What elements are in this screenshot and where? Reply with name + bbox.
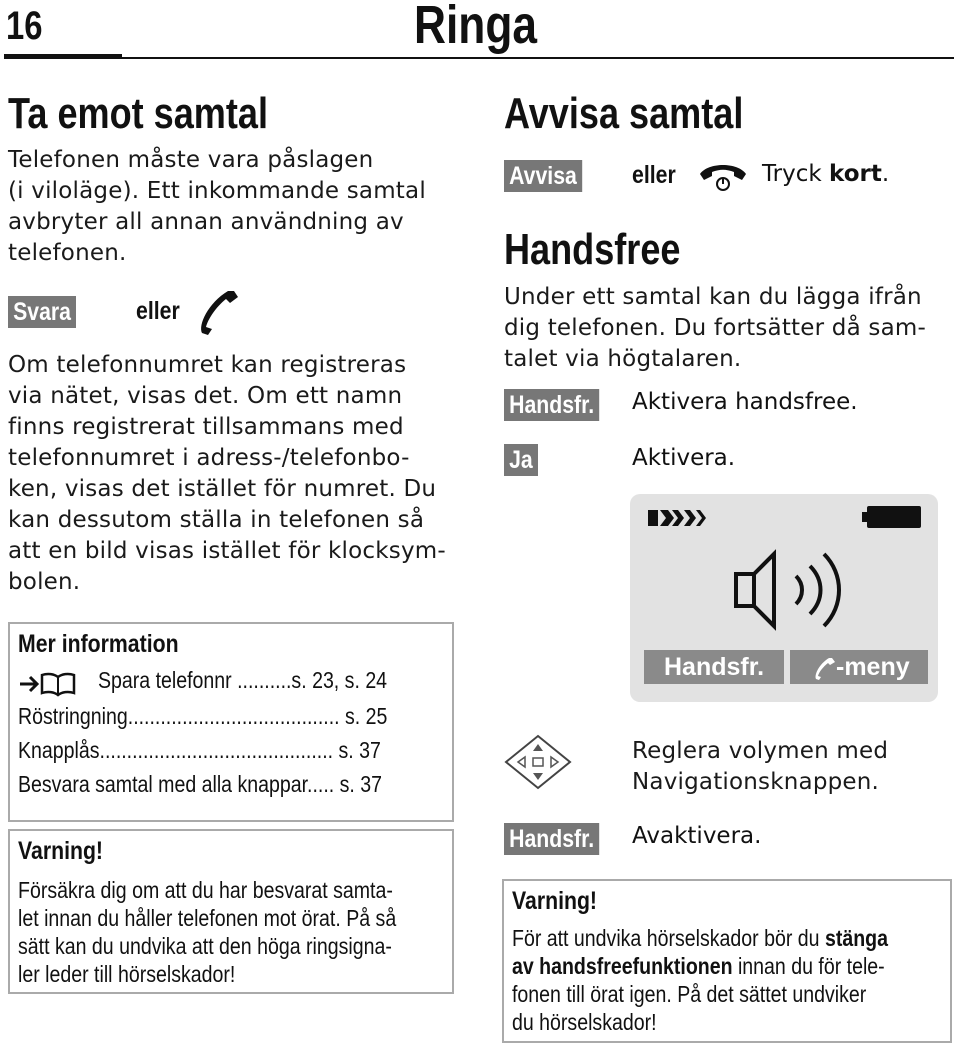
heading-receive-call: Ta emot samtal [8,89,269,138]
end-call-icon [696,160,750,194]
more-info-link: Röstringning....................................... s. 25 [18,703,388,729]
call-icon [194,287,242,337]
screen-handsfree-key: Handsfr. [644,650,784,684]
activate-text: Aktivera. [632,445,736,471]
text-line: telefonen. [8,240,127,266]
text-line: talet via högtalaren. [504,346,742,372]
screen-menu-key [790,650,928,684]
heading-reject-call: Avvisa samtal [504,89,744,138]
press-bold: kort [829,161,882,187]
warning-line: Försäkra dig om att du har besvarat samta- [18,877,393,903]
speaker-icon [730,542,850,638]
more-info-link: Besvara samtal med alla knappar..... s. 37 [18,771,383,797]
handsfree-softkey: Handsfr. [504,389,599,421]
running-title: Ringa [414,0,538,55]
page-number: 16 [6,4,43,48]
yes-softkey: Ja [504,444,538,476]
warning-text: innan du för tele- [732,953,885,979]
navigation-instruction [632,736,888,798]
reject-softkey: Avvisa [504,160,582,192]
more-info-link: Spara telefonnr ..........s. 23, s. 24 [98,667,388,693]
or-label: eller [136,297,180,325]
heading-handsfree: Handsfree [504,225,681,274]
text-line: Reglera volymen med [632,738,889,764]
warning-text: För att undvika hörselskador bör du [512,925,825,951]
more-info-item [18,667,444,703]
warning-box [8,829,454,994]
warning-line: du hörselskador! [512,1009,657,1035]
phonebook-arrow-icon [18,671,84,697]
warning-title: Varning! [512,887,598,915]
warning-line: ler leder till hörselskador! [18,961,236,987]
warning-line: fonen till örat igen. På det sättet undviker [512,981,867,1007]
text-line: avbryter all annan användning av [8,209,404,235]
warning-line: let innan du håller telefonen mot örat. På så [18,905,397,931]
text-line: ken, visas det istället för numret. Du [8,476,437,502]
text-line: Telefonen måste vara påslagen [8,147,374,173]
text-line: telefonnumret i adress-/telefonbo- [8,445,410,471]
text-line: (i viloläge). Ett inkommande samtal [8,178,426,204]
text-line: via nätet, visas det. Om ett namn [8,383,403,409]
warning-bold: stänga [824,925,888,951]
warning-bold: av handsfreefunktionen [512,953,733,979]
text-line: Om telefonnumret kan registreras [8,352,407,378]
navigation-key-icon [504,734,572,790]
handsfree-warning-box [502,879,952,1043]
text-line: Under ett samtal kan du lägga ifrån [504,284,922,310]
receive-intro [8,145,426,269]
header-rule [4,57,954,59]
answer-softkey: Svara [8,296,76,328]
receive-paragraph [8,350,446,598]
handsfree-off-softkey: Handsfr. [504,823,599,855]
phone-screen [630,494,938,702]
text-line: dig telefonen. Du fortsätter då sam- [504,315,926,341]
menu-label: -meny [836,653,910,681]
deactivate-text: Avaktivera. [632,823,762,849]
warning-line [512,952,885,980]
press-short-text [762,161,889,187]
text-line: finns registrerat tillsammans med [8,414,404,440]
more-info-box [8,622,454,822]
signal-strength-icon [646,506,710,530]
handsfree-intro [504,282,926,375]
warning-title: Varning! [18,837,104,865]
activate-handsfree-text: Aktivera handsfree. [632,389,858,415]
call-icon [812,656,836,680]
more-info-title: Mer information [18,630,179,658]
more-info-link: Knapplås........................................... s. 37 [18,737,381,763]
text-line: att en bild visas istället för klocksym- [8,538,446,564]
text-line: Navigationsknappen. [632,769,880,795]
battery-icon [862,504,922,530]
or-label: eller [632,161,676,189]
press-label: Tryck [762,161,822,187]
warning-line: sätt kan du undvika att den höga ringsigna- [18,933,392,959]
warning-line [512,924,888,952]
text-line: kan dessutom ställa in telefonen så [8,507,425,533]
text-line: bolen. [8,569,81,595]
press-end: . [881,161,890,187]
